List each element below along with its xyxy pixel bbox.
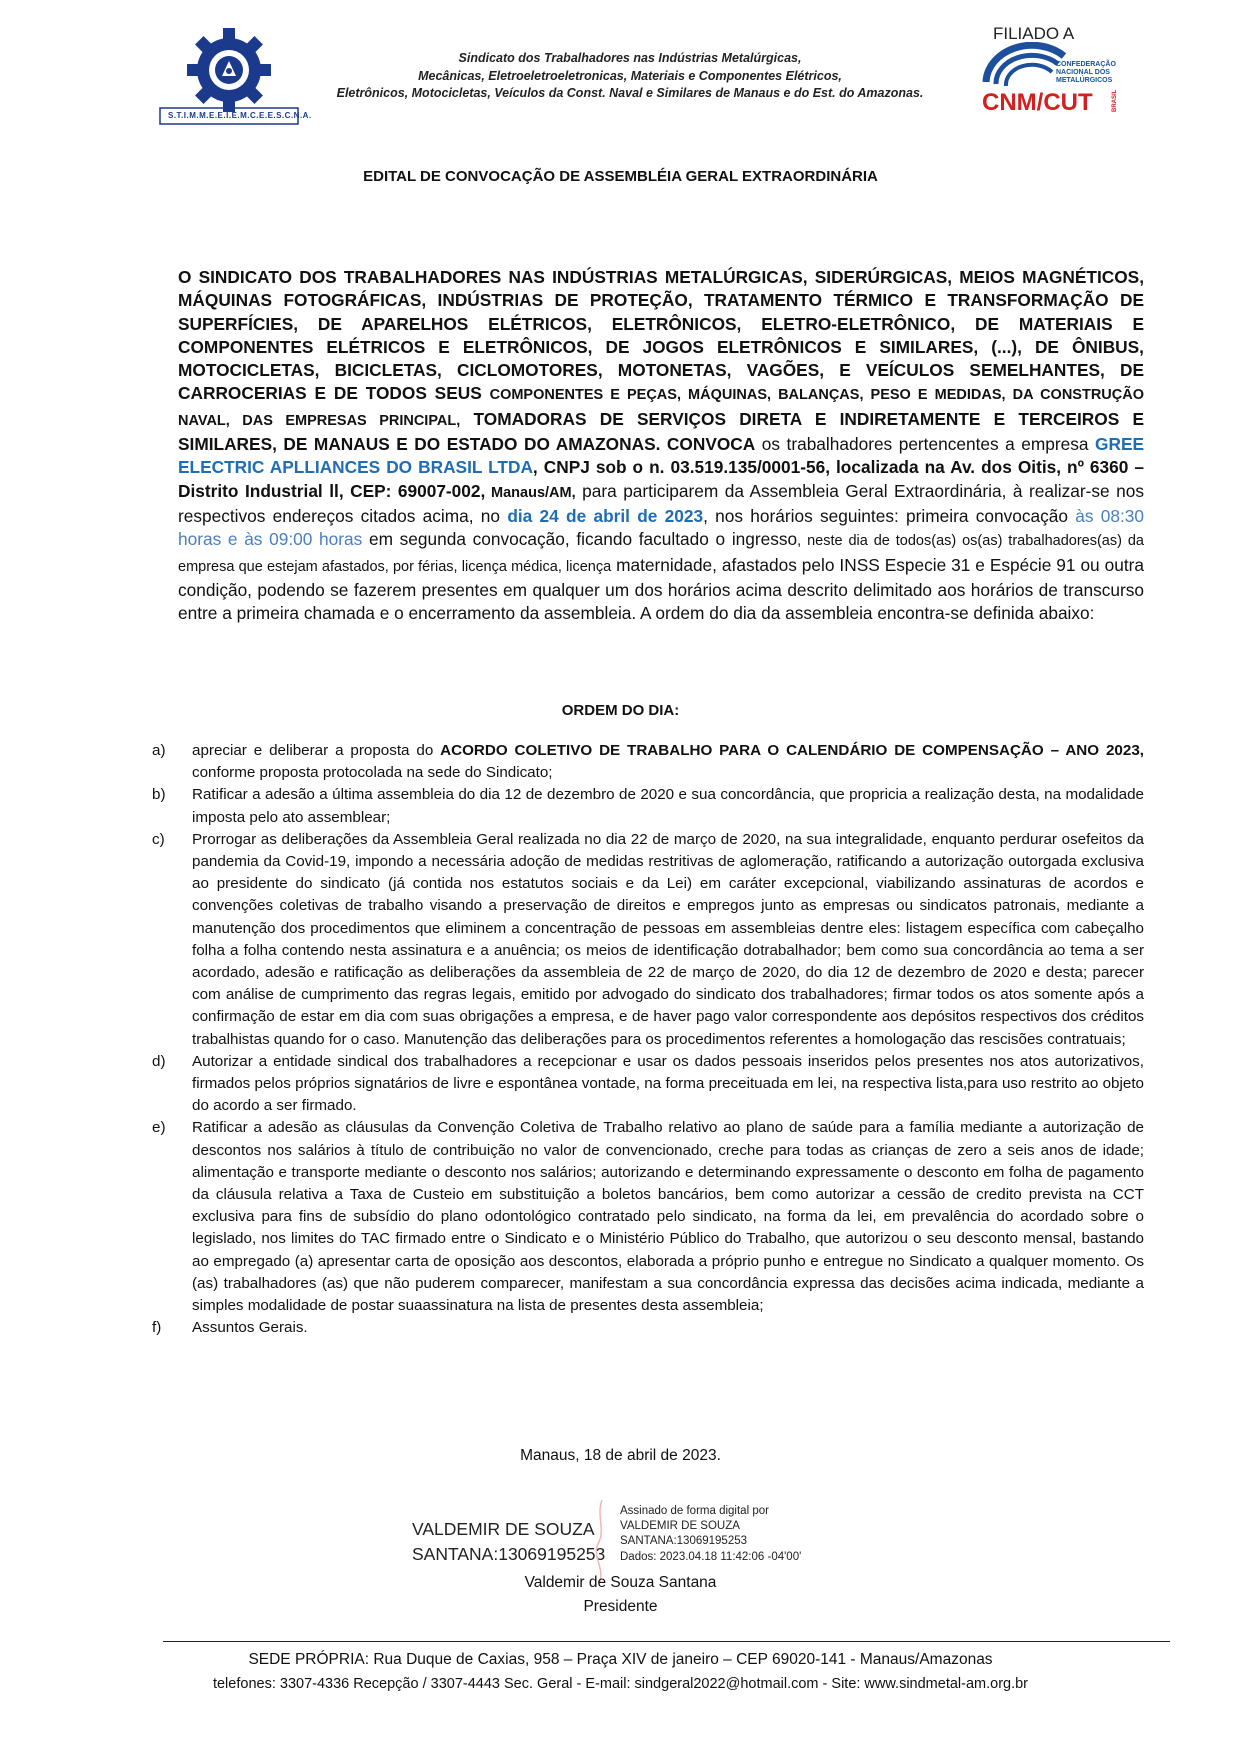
assembly-date: dia 24 de abril de 2023 [507,505,704,526]
agenda-text: conforme proposta protocolada na sede do Sindicato; [192,764,553,782]
text-span: os trabalhadores pertencentes a empresa [755,434,1096,455]
cnm-side-text: BRASIL [1112,89,1118,112]
signer-printed [0,1571,1241,1619]
company-name: GREE ELECTRIC APLLIANCES DO BRASIL LTDA [178,434,1144,478]
footer-address: SEDE PRÓPRIA: Rua Duque de Caxias, 958 – Praça XIV de janeiro – CEP 69020-141 - Manaus/Amazonas [248,1651,993,1668]
digital-signature-line: VALDEMIR DE SOUZA [620,1520,740,1533]
agenda-item [152,784,1144,828]
agenda-text: Ratificar a adesão as cláusulas da Convenção Coletiva de Trabalho relativo ao plano de saúde para a família mediante a autorização de descontos nos salários à título de contribuição no valor de convencionado, creche para todas as crianças de zero a seis anos de idade; alimentação e transporte mediante o desconto nos salários; autorizando e determinando expressamente o desconto em folha de pagamento da cláusula relativa a Taxa de Custeio em substituição a boletos bancários, bem como autorizar a cessão de credito prevista na CCT exclusiva para fins de subsídio do plano odontológico contratado pelo sindicato, na forma da lei, em prevalência do acordado sobre o legislado, nos limites do TAC firmado entre o Sindicato e o Ministério Público do Trabalho, que autorizou o seu desconto mensal, bastando ao empregado (a) apresentar carta de oposição aos descontos, elaborada a próprio punho e entregue no Sindicato a qualquer momento. Os (as) trabalhadores (as) que não puderem comparecer, manifestam a sua concordância expressa das decisões acima indicada, mediante a simples modalidade de postar suaassinatura na lista de presentes desta assembleia; [192,1119,1144,1315]
digital-signature-block [620,1504,801,1565]
agenda-text: Prorrogar as deliberações da Assembleia Geral realizada no dia 22 de março de 2020, na sua integralidade, enquanto perdurar osefeitos da pandemia da Covid-19, impondo a necessária adoção de medidas restritivas de aglomeração, ratificando a autorização outorgada exclusiva ao presidente do sindicato (já contida nos estatutos sociais e da Lei) em caráter excepcional, viabilizando assinaturas de acordos e convenções coletivas de trabalho visando a preservação de direitos e empregos junto as empresas ou sindicatos patronais, mediante a manutenção dos procedimentos que eliminem a concentração de pessoas em assembleias dentre eles: listagem específica com cabeçalho folha a folha contendo nesta assinatura e a anuência; os meios de identificação dotrabalhador; bem como sua concordância ao tema a ser acordado, adesão e ratificação as deliberações da assembleia de 22 de março de 2020, do dia 12 de dezembro de 2020 e desta; parecer com análise de cumprimento das regras legais, emitido por advogado do sindicato dos trabalhadores; firmar todos os atos somente após a confirmação de estar em dia com suas obrigações a empresa, e de haver pago valor correspondente aos depósitos respectivos dos créditos trabalhistas quando for o caso. Manutenção das deliberações para os procedimentos referentes a homologação das rescisões contratuais; [192,830,1144,1048]
agenda-text: Autorizar a entidade sindical dos trabalhadores a recepcionar e usar os dados pessoais inseridos pelos presentes nos atos autorizativos, firmados pelos próprios signatários de livre e espontânea vontade, na forma preceituada em lei, na respectiva lista,para uso restrito ao objeto do acordo a ser firmado. [192,1052,1144,1115]
agenda-marker: d) [152,1052,166,1070]
agenda-marker: f) [152,1319,162,1337]
digital-signature-line: Assinado de forma digital por [620,1505,769,1517]
footer-divider [163,1641,1170,1642]
union-header-text [330,50,930,103]
agenda-title: ORDEM DO DIA: [561,702,680,719]
agenda-marker: e) [152,1119,166,1137]
letterhead [0,0,1241,150]
union-line: Sindicato dos Trabalhadores nas Indústrias Metalúrgicas, [458,51,802,65]
text-span: em segunda convocação, ficando facultado o ingresso [362,529,798,550]
agenda-item [152,1117,1144,1317]
text-span: maternidade, afastados pelo INSS Especie 31 e Espécie 91 ou outra condição, podendo se fazerem presentes em qualquer um dos horários acima descrito delimitado aos horários de transcurso entre a primeira chamada e o encerramento da assembleia. A ordem do dia da assembleia encontra-se definida abaixo: [178,554,1144,624]
city: Manaus/AM, [485,484,576,501]
signer-name [412,1517,605,1567]
agenda-marker: b) [152,786,166,804]
union-line: Eletrônicos, Motocicletas, Veículos da Const. Naval e Similares de Manaus e do Est. do Amazonas. [336,86,924,100]
agenda-list [152,740,1144,1339]
signer-name-line: SANTANA:13069195253 [412,1544,606,1564]
cnm-subtext: METALÚRGICOS [1056,77,1113,84]
company-cnpj-address: , CNPJ sob o n. 03.519.135/0001-56, localizada na Av. dos Oitis, nº 6360 – Distrito Industrial ll, CEP: 69007-002, [178,457,1144,501]
agenda-text-bold: ACORDO COLETIVO DE TRABALHO PARA O CALENDÁRIO DE COMPENSAÇÃO – ANO 2023, [440,742,1144,759]
agenda-item [152,1317,1144,1339]
agenda-item [152,829,1144,1051]
cnm-subtext: NACIONAL DOS [1056,69,1110,76]
cnm-subtext: CONFEDERAÇÃO [1056,61,1116,68]
convocation-paragraph [178,266,1144,625]
agenda-marker: a) [152,742,166,759]
agenda-text: Assuntos Gerais. [192,1319,308,1337]
text-span: , neste dia de todos(as) os(as) trabalhadores(as) da empresa que estejam afastados, por férias, licença médica, licença [178,533,1144,575]
text-span: , nos horários seguintes: primeira convocação [703,505,1076,526]
digital-signature-line: SANTANA:13069195253 [620,1535,748,1548]
footer-contact: telefones: 3307-4336 Recepção / 3307-4443 Sec. Geral - E-mail: sindgeral2022@hotmail.com - Site: www.sindmetal-am.org.br [212,1676,1029,1692]
union-name: COMPONENTES E PEÇAS, MÁQUINAS, BALANÇAS, PESO E MEDIDAS, DA CONSTRUÇÃO NAVAL, DAS EMPRESAS PRINCIPAL, [178,387,1144,429]
affiliated-label: FILIADO A [993,24,1075,43]
digital-signature-line: Dados: 2023.04.18 11:42:06 -04'00' [620,1550,802,1563]
agenda-text: Ratificar a adesão a última assembleia do dia 12 de dezembro de 2020 e sua concordância, que propricia a realização desta, na modalidade imposta pelo ato assemblear; [192,786,1144,826]
union-line: Mecânicas, Eletroeletroeletronicas, Materiais e Componentes Elétricos, [418,68,842,83]
agenda-item [152,740,1144,784]
cnm-wordmark: CNM/CUT [982,89,1093,114]
agenda-item [152,1051,1144,1118]
signer-printed-name: Valdemir de Souza Santana [524,1574,717,1591]
cnm-cut-logo [982,42,1122,114]
agenda-marker: c) [152,830,165,848]
signer-name-line: VALDEMIR DE SOUZA [412,1519,595,1539]
logo-acronym: S.T.I.M.M.E.E.I.E.M.C.E.E.S.C.N.A. [168,111,312,120]
date-line: Manaus, 18 de abril de 2023. [520,1447,721,1464]
union-name: O SINDICATO DOS TRABALHADORES NAS INDÚSTRIAS METALÚRGICAS, SIDERÚRGICAS, MEIOS MAGNÉTICOS, MÁQUINAS FOTOGRÁFICAS, INDÚSTRIAS DE PROTEÇÃO, TRATAMENTO TÉRMICO E TRANSFORMAÇÃO DE SUPERFÍCIES, DE APARELHOS ELÉTRICOS, ELETRÔNICOS, ELETRO-ELETRÔNICO, DE MATERIAIS E COMPONENTES ELÉTRICOS E ELETRÔNICOS, DE JOGOS ELETRÔNICOS E SIMILARES, (...), DE ÔNIBUS, MOTOCICLETAS, BICICLETAS, CICLOMOTORES, MOTONETAS, VAGÕES, E VEÍCULOS SEMELHANTES, DE CARROCERIAS E DE TODOS SEUS [178,267,1144,404]
union-name: TOMADORAS DE SERVIÇOS DIRETA E INDIRETAMENTE E TERCEIROS E SIMILARES, DE MANAUS E DO ESTADO DO AMAZONAS. CONVOCA [178,408,1144,455]
assembly-times: às 08:30 horas e às 09:00 horas [178,505,1144,550]
agenda-text: apreciar e deliberar a proposta do [192,742,441,759]
signer-role: Presidente [583,1598,658,1615]
document-title: EDITAL DE CONVOCAÇÃO DE ASSEMBLÉIA GERAL EXTRAORDINÁRIA [363,168,878,185]
text-span: para participarem da Assembleia Geral Extraordinária, à realizar-se nos respectivos endereços citados acima, no [178,480,1145,526]
